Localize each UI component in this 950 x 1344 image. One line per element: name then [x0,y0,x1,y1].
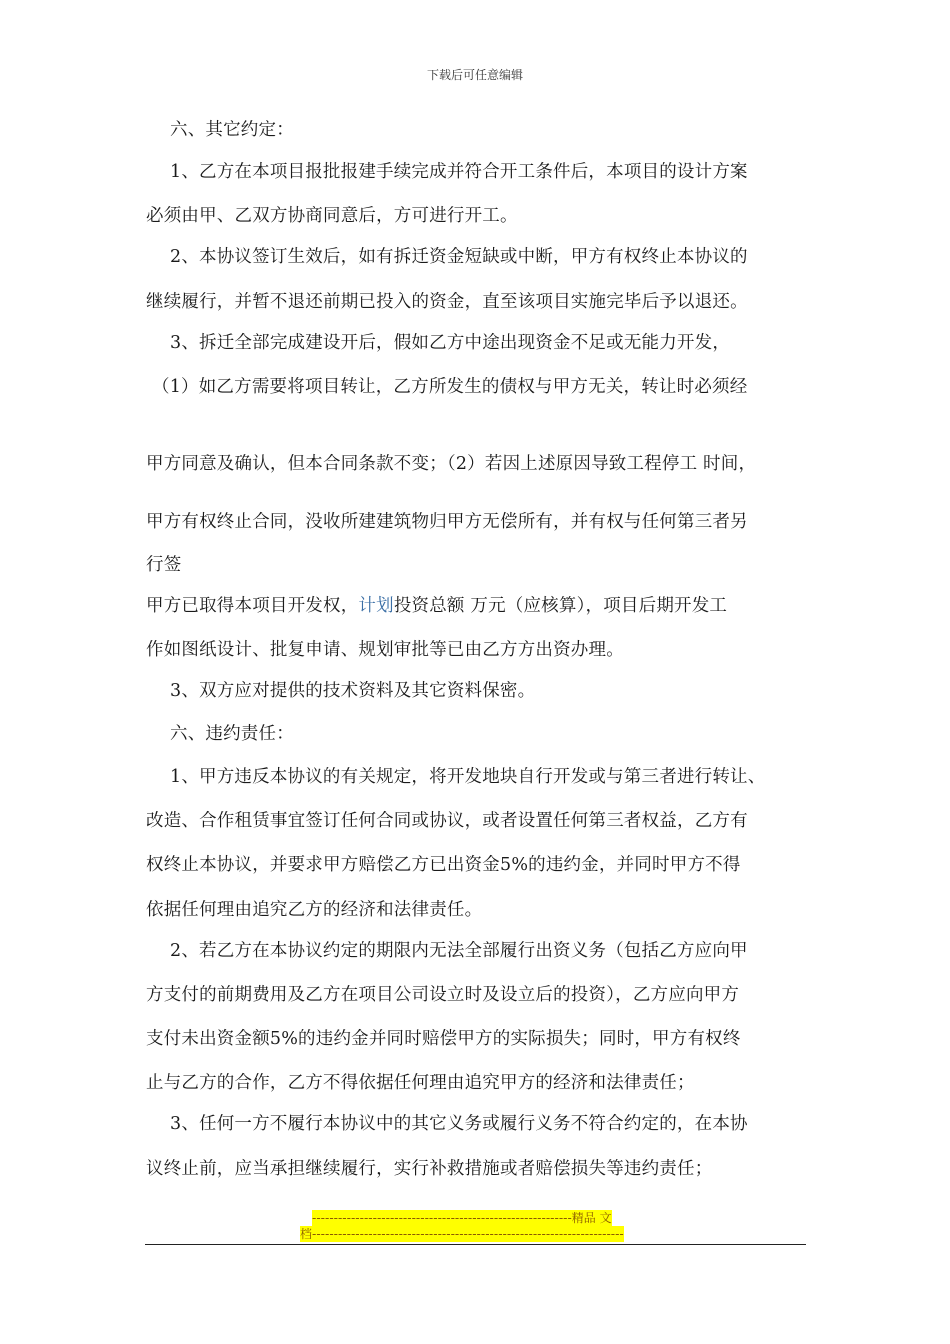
footer-text-line-1: ------------------------------------------------------------精品 文 [312,1211,612,1225]
clause-line: 1、甲方违反本协议的有关规定，将开发地块自行开发或与第三者进行转让、 [170,767,766,787]
footer-divider [145,1244,806,1245]
page-header-note: 下载后可任意编辑 [426,68,523,82]
clause-line: 3、拆迁全部完成建设开后，假如乙方中途出现资金不足或无能力开发， [170,333,731,353]
clause-line: 3、双方应对提供的技术资料及其它资料保密。 [170,681,536,701]
plan-link[interactable]: 计划 [358,596,394,616]
clause-text: 甲方已取得本项目开发权， [146,596,359,616]
clause-line: 权终止本协议，并要求甲方赔偿乙方已出资金5%的违约金，并同时甲方不得 [146,855,741,875]
footer-text-line-2: 档------------------------------------------------------------------------ [300,1227,624,1241]
clause-line: 必须由甲、乙双方协商同意后，方可进行开工。 [146,206,518,226]
section-heading-other-agreements: 六、其它约定： [170,120,294,140]
clause-line: 1、乙方在本项目报批报建手续完成并符合开工条件后，本项目的设计方案 [170,162,748,182]
clause-line: 2、若乙方在本协议约定的期限内无法全部履行出资义务（包括乙方应向甲 [170,941,748,961]
clause-line: 继续履行，并暂不退还前期已投入的资金，直至该项目实施完毕后予以退还。 [146,292,748,312]
clause-line: 止与乙方的合作，乙方不得依据任何理由追究甲方的经济和法律责任； [146,1073,695,1093]
clause-line: 甲方有权终止合同，没收所建建筑物归甲方无偿所有，并有权与任何第三者另 [146,512,748,532]
clause-line: 2、本协议签订生效后，如有拆迁资金短缺或中断，甲方有权终止本协议的 [170,247,748,267]
clause-line: 议终止前，应当承担继续履行，实行补救措施或者赔偿损失等违约责任； [146,1159,713,1179]
clause-line-with-link [146,594,727,618]
clause-line: 作如图纸设计、批复申请、规划审批等已由乙方方出资办理。 [146,640,624,660]
section-heading-liability: 六、违约责任： [170,724,294,744]
clause-line: 3、任何一方不履行本协议中的其它义务或履行义务不符合约定的，在本协 [170,1114,748,1134]
clause-line: 改造、合作租赁事宜签订任何合同或协议，或者设置任何第三者权益，乙方有 [146,811,748,831]
clause-line: 行签 [146,555,182,575]
clause-line: 依据任何理由追究乙方的经济和法律责任。 [146,900,483,920]
clause-line: （1）如乙方需要将项目转让，乙方所发生的债权与甲方无关，转让时必须经 [152,377,748,397]
clause-text: 投资总额 万元（应核算），项目后期开发工 [393,596,728,616]
clause-line: 甲方同意及确认，但本合同条款不变；（2）若因上述原因导致工程停工 时间， [146,454,757,474]
clause-line: 支付未出资金额5%的违约金并同时赔偿甲方的实际损失；同时，甲方有权终 [146,1029,741,1049]
clause-line: 方支付的前期费用及乙方在项目公司设立时及设立后的投资），乙方应向甲方 [146,985,740,1005]
